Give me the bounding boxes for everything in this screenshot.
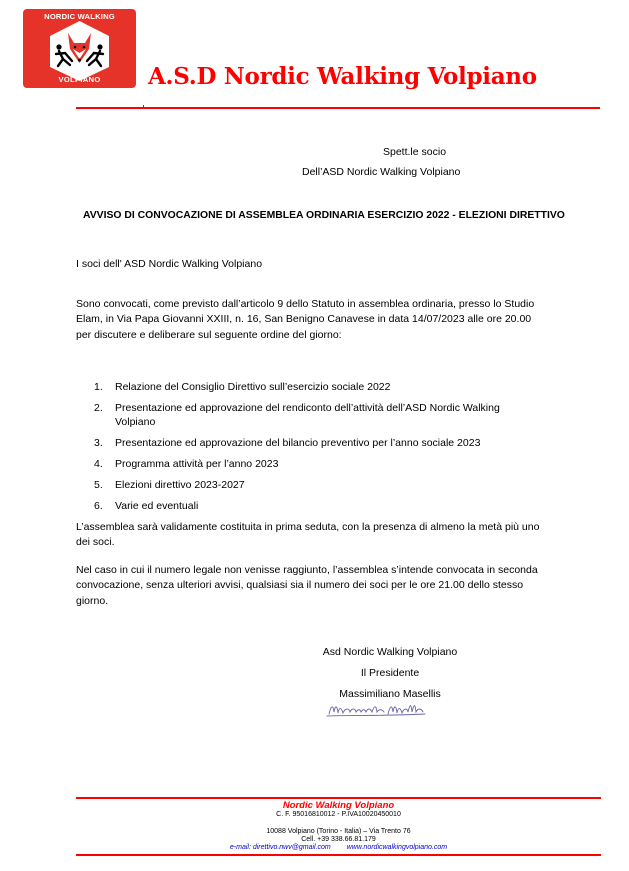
agenda-item-text: Varie ed eventuali (115, 500, 199, 512)
second-call-paragraph: Nel caso in cui il numero legale non venisse raggiunto, l’assemblea s’intende convocata in seconda convocazione, senza ulteriori avvisi, qualsiasi sia il numero dei soci per le ore 21.00 dello stesso giorno. (76, 564, 538, 607)
footer-divider-top (76, 797, 601, 799)
agenda-item-text: Relazione del Consiglio Direttivo sull’esercizio sociale 2022 (115, 381, 391, 393)
organization-title: A.S.D Nordic Walking Volpiano (148, 63, 537, 90)
agenda-item-number: 2. (94, 402, 103, 414)
footer-phone: Cell. +39 338.66.81.179 (301, 836, 376, 843)
signature-name: Massimiliano Masellis (339, 688, 441, 700)
footer-divider-bottom (76, 854, 601, 856)
header-divider-mark (143, 105, 144, 107)
agenda-item (94, 436, 514, 450)
footer-tax-info: C. F. 95016810012 - P.IVA10020450010 (276, 811, 401, 818)
agenda-item (94, 401, 514, 429)
footer-contacts (76, 844, 601, 852)
quorum-paragraph: L’assemblea sarà validamente costituita in prima seduta, con la presenza di almeno la metà più uno dei soci. (76, 521, 540, 549)
agenda-item-number: 6. (94, 500, 103, 512)
signature-role: Il Presidente (360, 667, 420, 679)
footer-website-link[interactable]: www.nordicwalkingvolpiano.com (346, 844, 448, 851)
agenda-item-text: Presentazione ed approvazione del bilancio preventivo per l’anno sociale 2023 (115, 437, 481, 449)
handwritten-signature-icon (325, 700, 445, 722)
logo-top-text: NORDIC WALKING (44, 12, 115, 21)
footer-email-link[interactable]: e-mail: direttivo.nwv@gmail.com (229, 844, 331, 851)
convocation-paragraph: Sono convocati, come previsto dall’articolo 9 dello Statuto in assemblea ordinaria, presso lo Studio Elam, in Via Papa Giovanni XXIII, n. 16, San Benigno Canavese in data 14/07/2023 alle ore 20.00 per discutere e deliberare sul seguente ordine del giorno: (76, 298, 535, 341)
agenda-item (94, 499, 514, 513)
header-divider (76, 107, 600, 109)
agenda-item (94, 478, 514, 492)
agenda-item-text: Elezioni direttivo 2023-2027 (115, 479, 245, 491)
club-logo (23, 9, 136, 88)
agenda-item-text: Presentazione ed approvazione del rendiconto dell’attività dell’ASD Nordic Walking Volpiano (115, 402, 500, 428)
agenda-item-number: 3. (94, 437, 103, 449)
signature-organization: Asd Nordic Walking Volpiano (322, 646, 458, 658)
logo-bottom-text: VOLPIANO (58, 75, 101, 84)
agenda-item-number: 1. (94, 381, 103, 393)
footer-address: 10088 Volpiano (Torino - Italia) – Via Trento 76 (266, 828, 411, 835)
greeting: I soci dell' ASD Nordic Walking Volpiano (76, 258, 263, 270)
agenda-item-number: 5. (94, 479, 103, 491)
agenda-item-number: 4. (94, 458, 103, 470)
recipient-line-1: Spett.le socio (383, 146, 447, 158)
document-subject: AVVISO DI CONVOCAZIONE DI ASSEMBLEA ORDINARIA ESERCIZIO 2022 - ELEZIONI DIRETTIVO (83, 210, 565, 221)
agenda-item (94, 380, 514, 394)
footer-title: Nordic Walking Volpiano (282, 800, 395, 811)
agenda-list (94, 380, 514, 520)
recipient-line-2: Dell’ASD Nordic Walking Volpiano (302, 166, 461, 178)
agenda-item (94, 457, 514, 471)
agenda-item-text: Programma attività per l’anno 2023 (115, 458, 279, 470)
